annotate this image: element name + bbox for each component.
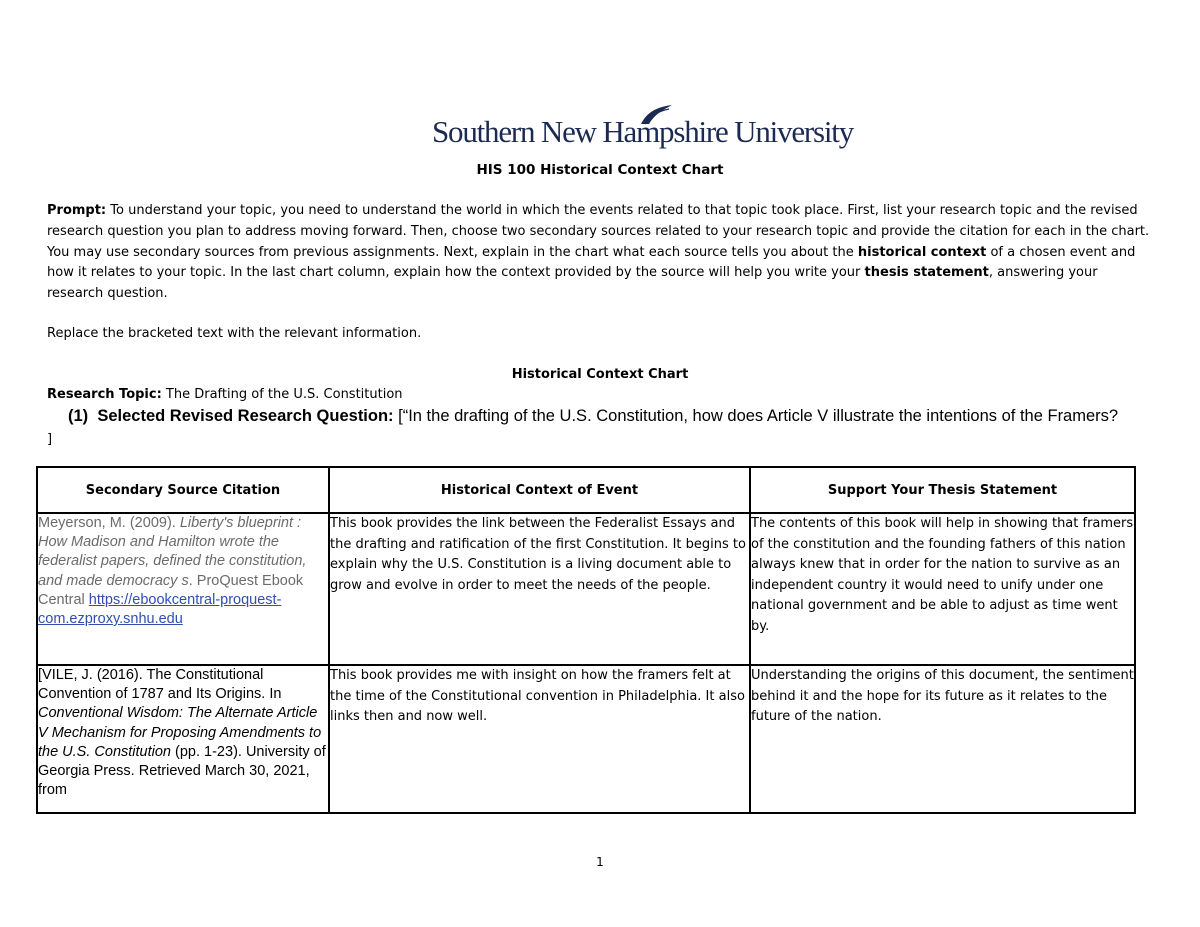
- document-title: HIS 100 Historical Context Chart: [476, 162, 724, 178]
- logo-wordmark: Southern New Hampshire University: [432, 114, 854, 149]
- citation-cell: [37, 665, 329, 813]
- citation-cell: [37, 513, 329, 665]
- research-topic-label: Research Topic:: [47, 387, 162, 402]
- table-row: [37, 665, 1135, 813]
- research-topic-value: The Drafting of the U.S. Constitution: [161, 387, 403, 402]
- research-question-label: Selected Revised Research Question:: [97, 407, 394, 425]
- research-question-closing-bracket: ]: [47, 432, 53, 447]
- citation-text: [VILE, J. (2016). The Constitutional Convention of 1787 and Its Origins. In: [38, 667, 282, 703]
- citation-link[interactable]: https://ebookcentral-proquest-com.ezproxy.snhu.edu: [38, 591, 282, 628]
- prompt-text-3: , answering your research question.: [47, 265, 1098, 302]
- prompt-bold-thesis-statement: thesis statement: [864, 265, 989, 281]
- header-support-thesis: Support Your Thesis Statement: [750, 467, 1135, 513]
- context-cell: This book provides me with insight on how the framers felt at the time of the Constitutional convention in Philadelphia. It also links then and now well.: [329, 665, 750, 813]
- prompt-text-2: of a chosen event and how it relates to your topic. In the last chart column, explain how the context provided by the source will help you write your: [47, 244, 1136, 281]
- table-header-row: [37, 467, 1135, 513]
- research-question: [68, 407, 1118, 426]
- support-cell: Understanding the origins of this document, the sentiment behind it and the hope for its future as it relates to the future of the nation.: [750, 665, 1135, 813]
- replace-instruction: Replace the bracketed text with the relevant information.: [47, 326, 422, 341]
- prompt-paragraph: [47, 201, 1157, 305]
- chart-heading: Historical Context Chart: [511, 367, 689, 382]
- header-secondary-source: Secondary Source Citation: [37, 467, 329, 513]
- prompt-text-1: To understand your topic, you need to understand the world in which the events related to that topic took place. First, list your research topic and the revised research question you plan to address moving forward. Then, choose two secondary sources related to your research topic and provide the citation for each in the chart. You may use secondary sources from previous assignments. Next, explain in the chart what each source tells you about the: [47, 203, 1150, 260]
- historical-context-table: [36, 466, 1136, 814]
- context-cell: This book provides the link between the Federalist Essays and the drafting and ratification of the first Constitution. It begins to explain why the U.S. Constitution is a living document able to grow and evolve in order to meet the needs of the people.: [329, 513, 750, 665]
- snhu-logo: [432, 104, 854, 154]
- citation-text: Meyerson, M. (2009).: [38, 515, 180, 531]
- support-cell: The contents of this book will help in showing that framers of the constitution and the founding fathers of this nation always knew that in order for the nation to survive as an independent country it would need to unify under one national government and be able to adjust as time went by.: [750, 513, 1135, 665]
- prompt-label: Prompt:: [47, 203, 107, 218]
- citation-text: . ProQuest Ebook Central: [38, 572, 304, 608]
- citation-title: Liberty's blueprint : How Madison and Hamilton wrote the federalist papers, defined the constitution, and made democracy s: [38, 515, 307, 589]
- research-topic: [47, 387, 403, 402]
- header-historical-context: Historical Context of Event: [329, 467, 750, 513]
- page-number: 1: [596, 855, 604, 869]
- prompt-bold-historical-context: historical context: [857, 244, 987, 260]
- table-row: [37, 513, 1135, 665]
- citation-text: (pp. 1-23). University of Georgia Press. Retrieved March 30, 2021, from: [38, 743, 326, 799]
- citation-title: Conventional Wisdom: The Alternate Article V Mechanism for Proposing Amendments to the U.S. Constitution: [38, 705, 322, 760]
- research-question-value: [“In the drafting of the U.S. Constitution, how does Article V illustrate the intentions of the Framers?: [393, 407, 1119, 425]
- research-question-number: (1): [68, 407, 89, 425]
